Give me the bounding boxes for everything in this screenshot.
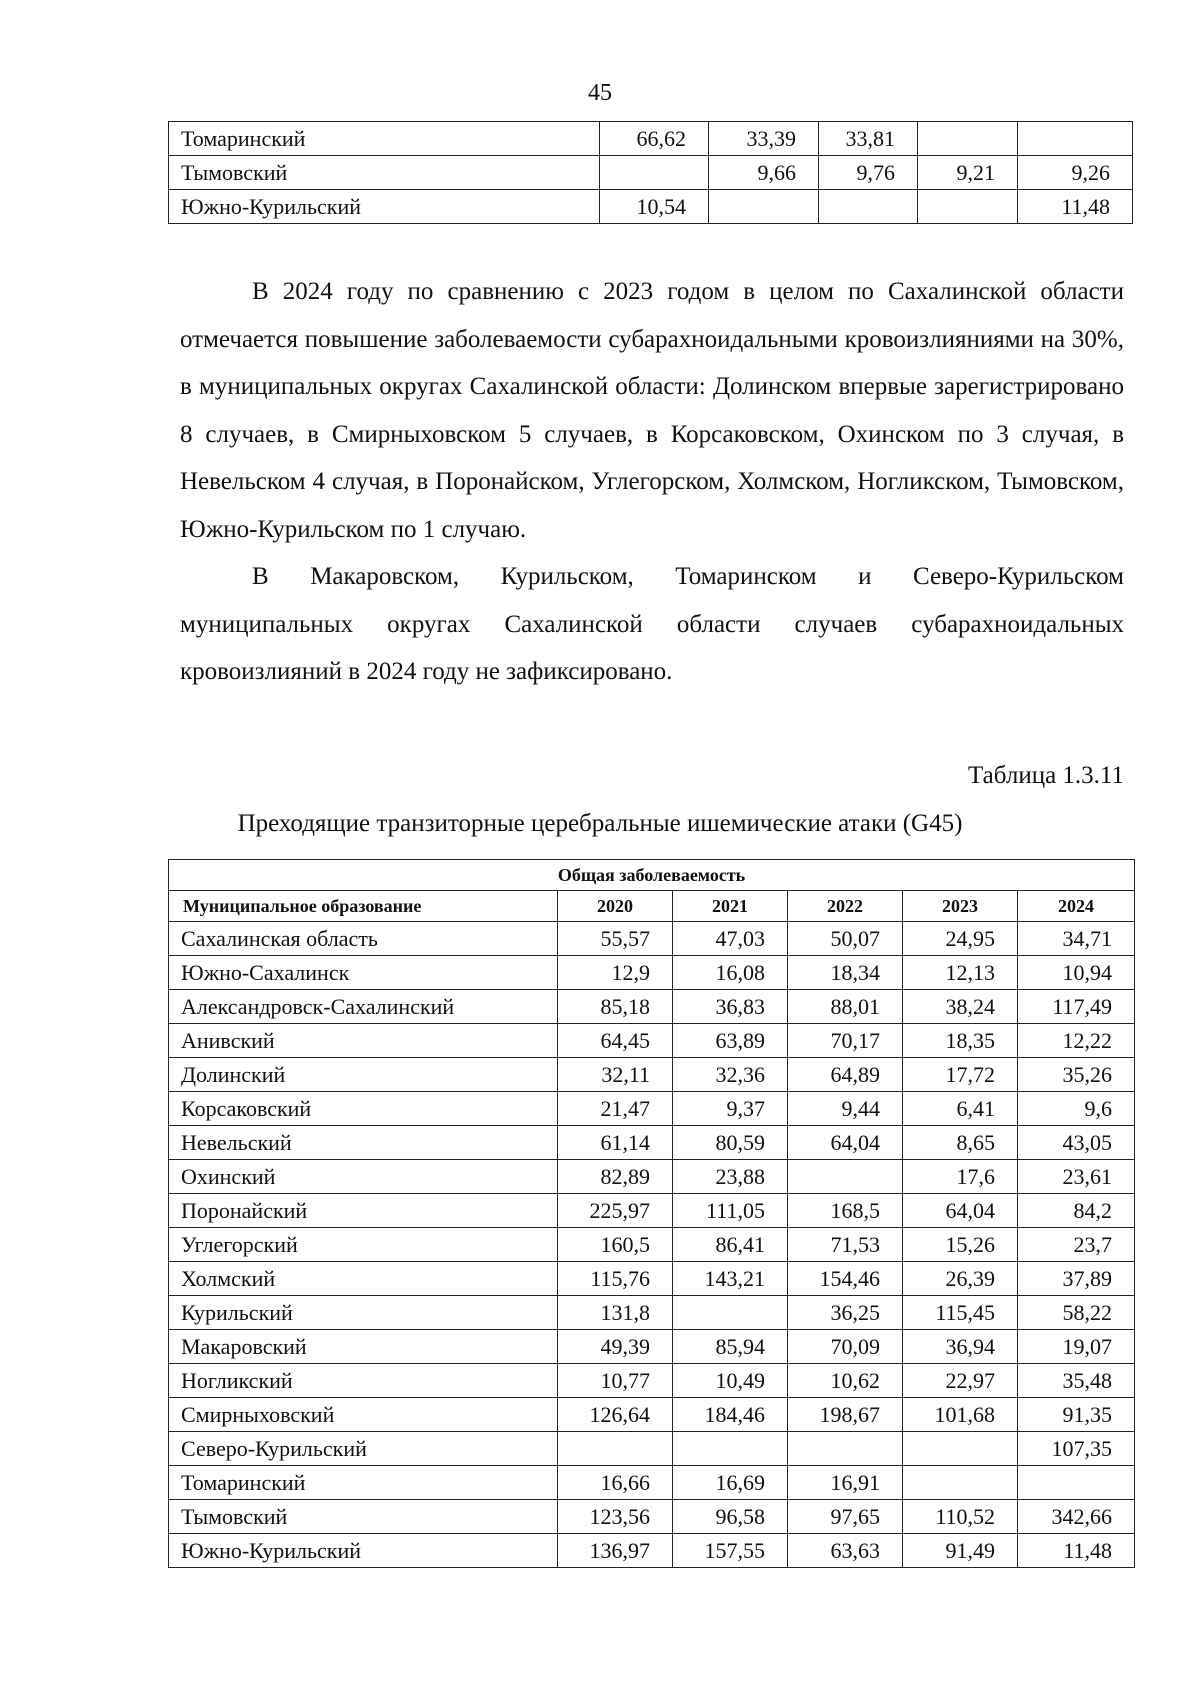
row-name: Углегорский bbox=[169, 1228, 558, 1262]
row-name: Анивский bbox=[169, 1024, 558, 1058]
value-cell bbox=[819, 190, 918, 224]
value-cell: 49,39 bbox=[558, 1330, 673, 1364]
table-row bbox=[169, 190, 1133, 224]
paragraph-1: В 2024 году по сравнению с 2023 годом в целом по Сахалинской области отмечается повышение заболеваемости субарахноидальными кровоизлияниями на 30%, в муниципальных округах Сахалинской области: Долинском впервые зарегистрировано 8 случаев, в Смирныховском 5 случаев, в Корсаковском, Охинском по 3 случая, в Невельском 4 случая, в Поронайском, Углегорском, Холмском, Ногликском, Тымовском, Южно-Курильском по 1 случаю. bbox=[180, 278, 1124, 543]
value-cell: 6,41 bbox=[903, 1092, 1018, 1126]
value-cell: 18,34 bbox=[788, 956, 903, 990]
value-cell: 225,97 bbox=[558, 1194, 673, 1228]
row-name: Ногликский bbox=[169, 1364, 558, 1398]
table-label: Таблица 1.3.11 bbox=[968, 762, 1124, 789]
body-text bbox=[180, 268, 1124, 696]
row-name: Смирныховский bbox=[169, 1398, 558, 1432]
table-row bbox=[169, 990, 1135, 1024]
value-cell: 22,97 bbox=[903, 1364, 1018, 1398]
value-cell: 37,89 bbox=[1018, 1262, 1135, 1296]
value-cell: 9,44 bbox=[788, 1092, 903, 1126]
value-cell: 10,77 bbox=[558, 1364, 673, 1398]
value-cell: 63,63 bbox=[788, 1534, 903, 1568]
value-cell: 9,26 bbox=[1018, 156, 1133, 190]
table-row bbox=[169, 922, 1135, 956]
value-cell bbox=[673, 1296, 788, 1330]
value-cell: 71,53 bbox=[788, 1228, 903, 1262]
table-row bbox=[169, 1058, 1135, 1092]
value-cell: 160,5 bbox=[558, 1228, 673, 1262]
value-cell: 80,59 bbox=[673, 1126, 788, 1160]
table-row bbox=[169, 1500, 1135, 1534]
value-cell: 17,72 bbox=[903, 1058, 1018, 1092]
value-cell: 11,48 bbox=[1018, 1534, 1135, 1568]
value-cell: 19,07 bbox=[1018, 1330, 1135, 1364]
value-cell: 342,66 bbox=[1018, 1500, 1135, 1534]
value-cell: 143,21 bbox=[673, 1262, 788, 1296]
row-name: Холмский bbox=[169, 1262, 558, 1296]
row-name: Невельский bbox=[169, 1126, 558, 1160]
row-name: Южно-Курильский bbox=[169, 1534, 558, 1568]
value-cell: 154,46 bbox=[788, 1262, 903, 1296]
value-cell: 107,35 bbox=[1018, 1432, 1135, 1466]
row-name: Охинский bbox=[169, 1160, 558, 1194]
value-cell: 91,35 bbox=[1018, 1398, 1135, 1432]
table-row bbox=[169, 1160, 1135, 1194]
row-name: Корсаковский bbox=[169, 1092, 558, 1126]
value-cell: 36,94 bbox=[903, 1330, 1018, 1364]
value-cell: 23,7 bbox=[1018, 1228, 1135, 1262]
value-cell: 64,45 bbox=[558, 1024, 673, 1058]
value-cell: 35,26 bbox=[1018, 1058, 1135, 1092]
value-cell: 64,89 bbox=[788, 1058, 903, 1092]
row-name: Сахалинская область bbox=[169, 922, 558, 956]
table-row bbox=[169, 1534, 1135, 1568]
value-cell: 97,65 bbox=[788, 1500, 903, 1534]
year-header: 2023 bbox=[903, 891, 1018, 922]
paragraph-2: В Макаровском, Курильском, Томаринском и Северо-Курильском муниципальных округах Сахалинской области случаев субарахноидальных кровоизлияний в 2024 году не зафиксировано. bbox=[180, 563, 1124, 685]
value-cell: 117,49 bbox=[1018, 990, 1135, 1024]
value-cell: 88,01 bbox=[788, 990, 903, 1024]
value-cell: 61,14 bbox=[558, 1126, 673, 1160]
value-cell: 64,04 bbox=[788, 1126, 903, 1160]
value-cell bbox=[1018, 1466, 1135, 1500]
value-cell: 9,21 bbox=[918, 156, 1018, 190]
value-cell bbox=[673, 1432, 788, 1466]
year-header: 2020 bbox=[558, 891, 673, 922]
value-cell: 126,64 bbox=[558, 1398, 673, 1432]
year-header: 2022 bbox=[788, 891, 903, 922]
row-name: Александровск-Сахалинский bbox=[169, 990, 558, 1024]
value-cell: 16,08 bbox=[673, 956, 788, 990]
value-cell: 8,65 bbox=[903, 1126, 1018, 1160]
value-cell: 11,48 bbox=[1018, 190, 1133, 224]
table-row bbox=[169, 1364, 1135, 1398]
value-cell: 198,67 bbox=[788, 1398, 903, 1432]
value-cell: 36,83 bbox=[673, 990, 788, 1024]
table-row bbox=[169, 1398, 1135, 1432]
value-cell bbox=[918, 122, 1018, 156]
table-row bbox=[169, 956, 1135, 990]
table-row bbox=[169, 1126, 1135, 1160]
year-header: 2021 bbox=[673, 891, 788, 922]
value-cell: 55,57 bbox=[558, 922, 673, 956]
value-cell: 33,81 bbox=[819, 122, 918, 156]
value-cell: 66,62 bbox=[600, 122, 709, 156]
value-cell: 10,54 bbox=[600, 190, 709, 224]
value-cell: 38,24 bbox=[903, 990, 1018, 1024]
value-cell: 70,09 bbox=[788, 1330, 903, 1364]
value-cell: 15,26 bbox=[903, 1228, 1018, 1262]
value-cell: 86,41 bbox=[673, 1228, 788, 1262]
value-cell: 9,37 bbox=[673, 1092, 788, 1126]
value-cell: 85,18 bbox=[558, 990, 673, 1024]
row-name: Тымовский bbox=[169, 156, 600, 190]
value-cell: 47,03 bbox=[673, 922, 788, 956]
value-cell: 96,58 bbox=[673, 1500, 788, 1534]
value-cell: 9,76 bbox=[819, 156, 918, 190]
value-cell: 24,95 bbox=[903, 922, 1018, 956]
value-cell: 36,25 bbox=[788, 1296, 903, 1330]
group-header: Общая заболеваемость bbox=[169, 860, 1135, 891]
value-cell bbox=[788, 1432, 903, 1466]
value-cell: 12,22 bbox=[1018, 1024, 1135, 1058]
value-cell: 115,76 bbox=[558, 1262, 673, 1296]
value-cell: 70,17 bbox=[788, 1024, 903, 1058]
value-cell bbox=[918, 190, 1018, 224]
value-cell: 9,6 bbox=[1018, 1092, 1135, 1126]
value-cell: 110,52 bbox=[903, 1500, 1018, 1534]
name-column-header: Муниципальное образование bbox=[169, 891, 558, 922]
value-cell: 184,46 bbox=[673, 1398, 788, 1432]
value-cell: 33,39 bbox=[709, 122, 819, 156]
table-row bbox=[169, 1194, 1135, 1228]
value-cell: 21,47 bbox=[558, 1092, 673, 1126]
value-cell: 9,66 bbox=[709, 156, 819, 190]
value-cell: 115,45 bbox=[903, 1296, 1018, 1330]
value-cell: 34,71 bbox=[1018, 922, 1135, 956]
value-cell: 64,04 bbox=[903, 1194, 1018, 1228]
value-cell: 58,22 bbox=[1018, 1296, 1135, 1330]
value-cell: 16,66 bbox=[558, 1466, 673, 1500]
value-cell bbox=[1018, 122, 1133, 156]
table-row bbox=[169, 1432, 1135, 1466]
continued-table bbox=[168, 121, 1133, 224]
incidence-table bbox=[168, 859, 1135, 1568]
value-cell: 32,11 bbox=[558, 1058, 673, 1092]
value-cell: 111,05 bbox=[673, 1194, 788, 1228]
row-name: Томаринский bbox=[169, 122, 600, 156]
value-cell: 50,07 bbox=[788, 922, 903, 956]
value-cell: 168,5 bbox=[788, 1194, 903, 1228]
value-cell: 18,35 bbox=[903, 1024, 1018, 1058]
row-name: Макаровский bbox=[169, 1330, 558, 1364]
value-cell bbox=[903, 1466, 1018, 1500]
value-cell: 101,68 bbox=[903, 1398, 1018, 1432]
table-row bbox=[169, 1228, 1135, 1262]
value-cell: 157,55 bbox=[673, 1534, 788, 1568]
value-cell: 35,48 bbox=[1018, 1364, 1135, 1398]
value-cell: 82,89 bbox=[558, 1160, 673, 1194]
value-cell: 85,94 bbox=[673, 1330, 788, 1364]
row-name: Курильский bbox=[169, 1296, 558, 1330]
value-cell: 131,8 bbox=[558, 1296, 673, 1330]
table-row bbox=[169, 1466, 1135, 1500]
row-name: Южно-Сахалинск bbox=[169, 956, 558, 990]
table-row bbox=[169, 1330, 1135, 1364]
row-name: Тымовский bbox=[169, 1500, 558, 1534]
value-cell: 10,62 bbox=[788, 1364, 903, 1398]
row-name: Северо-Курильский bbox=[169, 1432, 558, 1466]
table-row bbox=[169, 1024, 1135, 1058]
value-cell bbox=[558, 1432, 673, 1466]
value-cell: 84,2 bbox=[1018, 1194, 1135, 1228]
value-cell bbox=[600, 156, 709, 190]
value-cell: 43,05 bbox=[1018, 1126, 1135, 1160]
table-row bbox=[169, 156, 1133, 190]
value-cell bbox=[788, 1160, 903, 1194]
value-cell: 16,69 bbox=[673, 1466, 788, 1500]
value-cell: 12,13 bbox=[903, 956, 1018, 990]
value-cell: 123,56 bbox=[558, 1500, 673, 1534]
table-title: Преходящие транзиторные церебральные ишемические атаки (G45) bbox=[237, 810, 963, 837]
value-cell: 136,97 bbox=[558, 1534, 673, 1568]
value-cell: 26,39 bbox=[903, 1262, 1018, 1296]
value-cell: 17,6 bbox=[903, 1160, 1018, 1194]
value-cell: 91,49 bbox=[903, 1534, 1018, 1568]
table-row bbox=[169, 1092, 1135, 1126]
value-cell: 23,61 bbox=[1018, 1160, 1135, 1194]
value-cell bbox=[903, 1432, 1018, 1466]
page-number: 45 bbox=[588, 80, 612, 106]
value-cell: 23,88 bbox=[673, 1160, 788, 1194]
value-cell bbox=[709, 190, 819, 224]
table-row bbox=[169, 122, 1133, 156]
row-name: Долинский bbox=[169, 1058, 558, 1092]
value-cell: 63,89 bbox=[673, 1024, 788, 1058]
table-row bbox=[169, 1296, 1135, 1330]
row-name: Томаринский bbox=[169, 1466, 558, 1500]
row-name: Поронайский bbox=[169, 1194, 558, 1228]
value-cell: 10,94 bbox=[1018, 956, 1135, 990]
value-cell: 12,9 bbox=[558, 956, 673, 990]
value-cell: 16,91 bbox=[788, 1466, 903, 1500]
year-header: 2024 bbox=[1018, 891, 1135, 922]
value-cell: 32,36 bbox=[673, 1058, 788, 1092]
value-cell: 10,49 bbox=[673, 1364, 788, 1398]
table-row bbox=[169, 1262, 1135, 1296]
row-name: Южно-Курильский bbox=[169, 190, 600, 224]
